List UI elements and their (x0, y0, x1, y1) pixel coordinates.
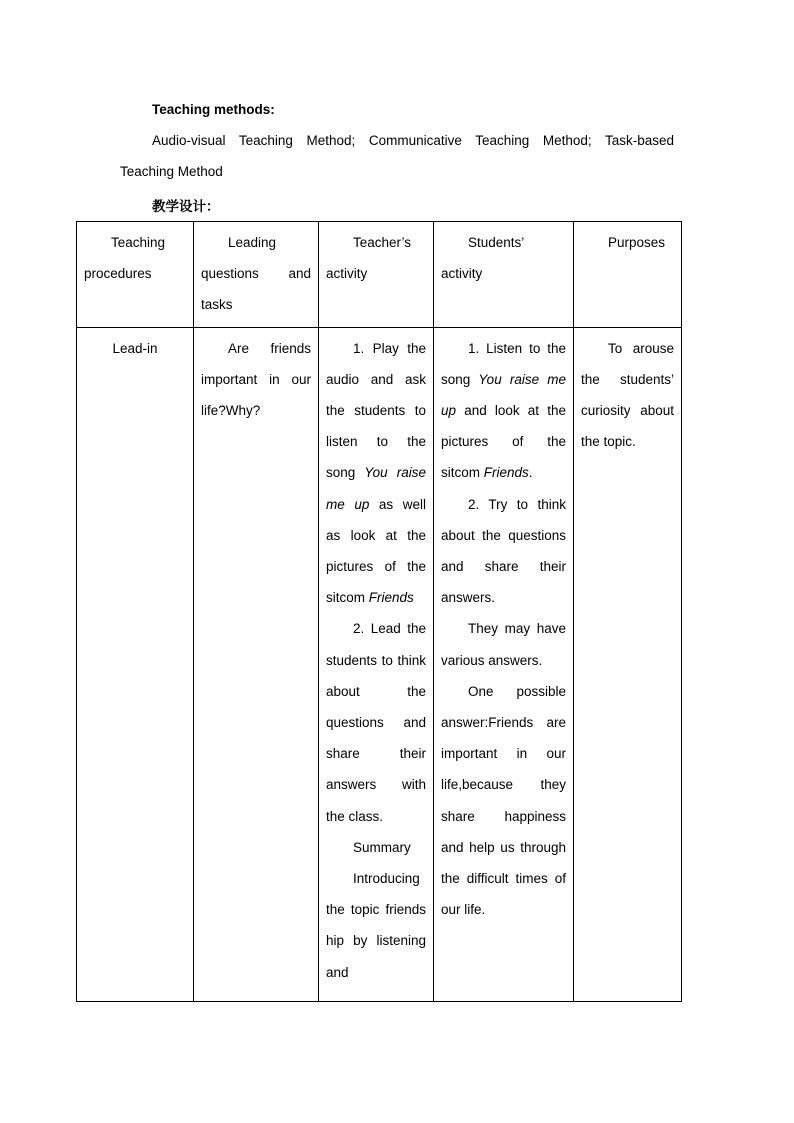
header-teaching-procedures: Teaching procedures (77, 222, 194, 328)
students-step-1: 1. Listen to the song You raise me up and look at the pictures of the sitcom Friends. (441, 340, 566, 481)
teacher-summary-label: Summary (353, 839, 411, 855)
teacher-step-1: 1. Play the audio and ask the students to listen to the song You raise me up as well as look at the pictures of the sitcom Friends (326, 340, 426, 606)
students-possible-answer: One possible answer:Friends are important in our life,because they share happiness and help us through the difficult times of our life. (441, 683, 566, 918)
methods-text-line1: Audio-visual Teaching Method; Communicative Teaching Method; Task-based (152, 133, 674, 148)
methods-heading: Teaching methods: (152, 102, 275, 117)
cell-purpose: To arouse the students’ curiosity about the topic. (574, 327, 682, 1001)
design-heading: 教学设计： (152, 199, 220, 214)
cell-teacher-activity (319, 327, 434, 1001)
students-note: They may have various answers. (441, 621, 566, 668)
methods-text-line2: Teaching Method (120, 164, 223, 179)
teacher-step-2: 2. Lead the students to think about the questions and share their answers with the class. (326, 621, 426, 824)
students-step-2: 2. Try to think about the questions and share their answers. (441, 496, 566, 606)
header-purposes: Purposes (574, 222, 682, 328)
teacher-summary-text: Introducing the topic friendship by listening and (326, 871, 426, 980)
table-header-row (77, 222, 682, 328)
header-students-activity: Students’ activity (434, 222, 574, 328)
cell-students-activity (434, 327, 574, 1001)
header-teacher-activity: Teacher’s activity (319, 222, 434, 328)
cell-procedure: Lead-in (77, 327, 194, 1001)
header-leading-questions: Leading questions and tasks (194, 222, 319, 328)
lesson-plan-table (76, 221, 682, 1002)
cell-leading-question: Are friends important in our life?Why? (194, 327, 319, 1001)
table-row (77, 327, 682, 1001)
